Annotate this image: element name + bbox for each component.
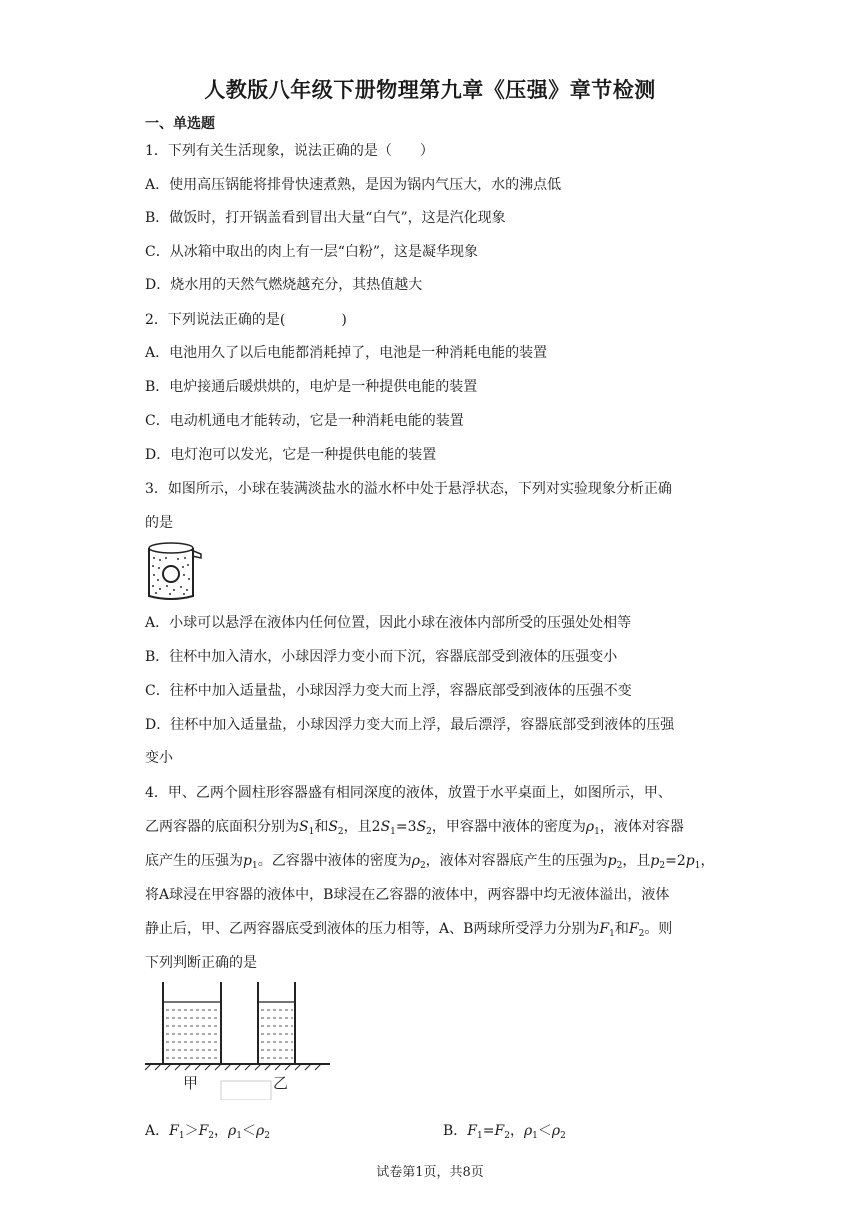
question-1-option-c: C．从冰箱中取出的肉上有一层“白粉”，这是凝华现象 — [145, 244, 479, 260]
question-4-line-3: 底产生的压强为$p_1$。乙容器中液体的密度为$\rho_2$，液体对容器底产生的压强为$p_2$，且$p_2=2p_1$， — [145, 853, 715, 871]
question-3-stem-line-2: 的是 — [145, 515, 173, 531]
section-heading: 一、单选题 — [145, 116, 215, 132]
question-2-stem: 2．下列说法正确的是( ) — [145, 312, 347, 328]
question-1-option-a: A．使用高压锅能将排骨快速煮熟，是因为锅内气压大，水的沸点低 — [145, 177, 562, 193]
question-3-stem-line-1: 3．如图所示，小球在装满淡盐水的溢水杯中处于悬浮状态，下列对实验现象分析正确 — [145, 481, 672, 497]
two-containers-figure — [145, 980, 335, 1100]
label-yi: 乙 — [273, 1074, 289, 1092]
question-2-option-b: B．电炉接通后暖烘烘的，电炉是一种提供电能的装置 — [145, 379, 478, 395]
question-4-line-6: 下列判断正确的是 — [145, 955, 257, 971]
question-1-stem: 1．下列有关生活现象，说法正确的是（ ） — [145, 143, 434, 159]
question-2-option-d: D．电灯泡可以发光，它是一种提供电能的装置 — [145, 447, 437, 463]
question-3-option-c: C．往杯中加入适量盐，小球因浮力变大而上浮，容器底部受到液体的压强不变 — [145, 683, 632, 699]
question-1-option-d: D．烧水用的天然气燃烧越充分，其热值越大 — [145, 277, 423, 293]
question-1-option-b: B．做饭时，打开锅盖看到冒出大量“白气”，这是汽化现象 — [145, 210, 506, 226]
question-4-line-5: 静止后，甲、乙两容器底受到液体的压力相等，A、B两球所受浮力分别为$F_1$和$F_2$。则 — [145, 921, 673, 939]
question-4-line-1: 4．甲、乙两个圆柱形容器盛有相同深度的液体，放置于水平桌面上，如图所示，甲、 — [145, 785, 672, 801]
question-2-option-a: A．电池用久了以后电能都消耗掉了，电池是一种消耗电能的装置 — [145, 345, 548, 361]
question-4-option-a: A．$F_1>F_2$，$\rho_1<\rho_2$ — [145, 1123, 270, 1141]
overflow-cup-figure — [145, 540, 205, 602]
question-3-option-d-line-2: 变小 — [145, 750, 173, 766]
question-3-option-b: B．往杯中加入清水，小球因浮力变小而下沉，容器底部受到液体的压强变小 — [145, 649, 618, 665]
question-4-line-4: 将A球浸在甲容器的液体中，B球浸在乙容器的液体中，两容器中均无液体溢出，液体 — [145, 887, 670, 903]
question-4-line-2: 乙两容器的底面积分别为$S_1$和$S_2$，且$2S_1=3S_2$，甲容器中液体的密度为$\rho_1$，液体对容器 — [145, 819, 684, 837]
question-2-option-c: C．电动机通电才能转动，它是一种消耗电能的装置 — [145, 413, 464, 429]
question-3-option-d-line-1: D．往杯中加入适量盐，小球因浮力变大而上浮，最后漂浮，容器底部受到液体的压强 — [145, 717, 675, 733]
label-jia: 甲 — [183, 1074, 199, 1092]
page-footer: 试卷第1页，共8页 — [376, 1165, 484, 1180]
question-3-option-a: A．小球可以悬浮在液体内任何位置，因此小球在液体内部所受的压强处处相等 — [145, 615, 632, 631]
page-title: 人教版八年级下册物理第九章《压强》章节检测 — [204, 78, 656, 102]
question-4-option-b: B．$F_1=F_2$，$\rho_1<\rho_2$ — [443, 1123, 566, 1141]
